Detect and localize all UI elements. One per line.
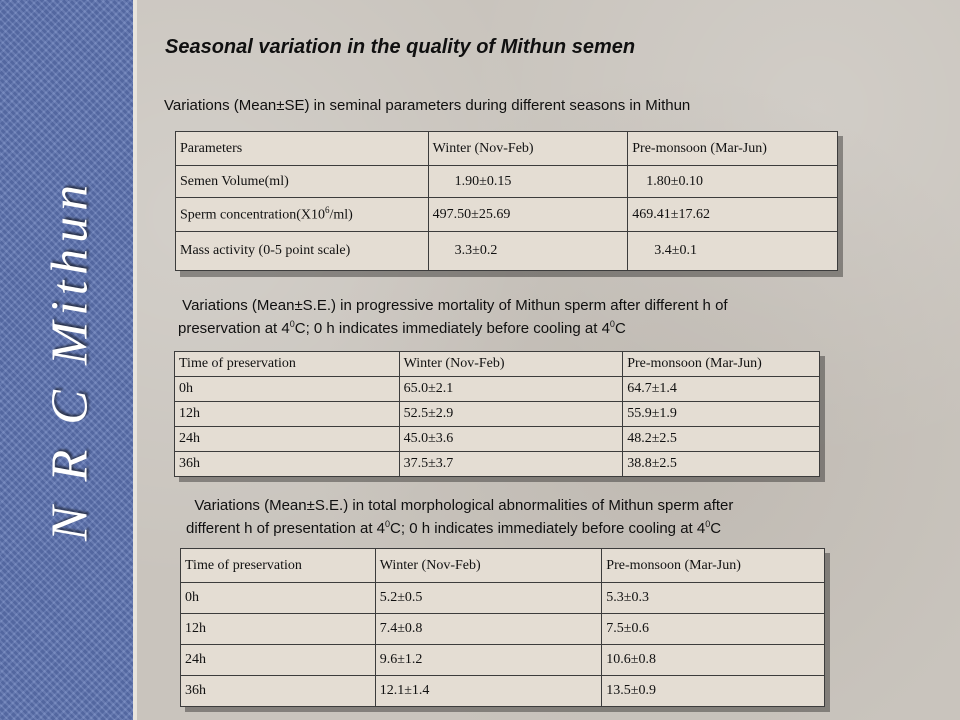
table-cell: 1.80±0.10 xyxy=(628,166,838,198)
table-cell: 55.9±1.9 xyxy=(623,402,820,427)
caption-text: different h of presentation at 4 xyxy=(186,520,386,537)
table-cell: 5.2±0.5 xyxy=(375,583,602,614)
table-header: Time of preservation xyxy=(181,549,376,583)
table-header: Winter (Nov-Feb) xyxy=(375,549,602,583)
table-cell: 48.2±2.5 xyxy=(623,427,820,452)
superscript: 0 xyxy=(289,319,295,329)
table-cell: 0h xyxy=(175,377,400,402)
table-cell: 5.3±0.3 xyxy=(602,583,825,614)
table3-caption xyxy=(186,496,733,538)
table-header: Parameters xyxy=(176,132,429,166)
caption-text: C xyxy=(710,520,722,537)
table-row xyxy=(181,614,825,645)
morphological-abnormalities-table xyxy=(180,548,825,707)
table-cell: 13.5±0.9 xyxy=(602,676,825,707)
cell-text: Sperm concentration(X10 xyxy=(180,207,326,223)
table-cell: 3.3±0.2 xyxy=(428,232,628,271)
superscript: 0 xyxy=(609,319,615,329)
cell-text: /ml) xyxy=(329,207,353,223)
caption-text: Variations (Mean±S.E.) in progressive mortality of Mithun sperm after different h of xyxy=(182,297,728,314)
table-row xyxy=(176,198,838,232)
table-header-row xyxy=(176,132,838,166)
table-header: Winter (Nov-Feb) xyxy=(399,352,623,377)
table-header: Pre-monsoon (Mar-Jun) xyxy=(623,352,820,377)
superscript: 0 xyxy=(385,519,391,529)
caption-text: C; 0 h indicates immediately before cooling at 4 xyxy=(390,520,706,537)
table-header: Time of preservation xyxy=(175,352,400,377)
table-row xyxy=(176,166,838,198)
table-cell: 497.50±25.69 xyxy=(428,198,628,232)
table-header: Pre-monsoon (Mar-Jun) xyxy=(628,132,838,166)
table-cell: 36h xyxy=(175,452,400,477)
table-row xyxy=(181,676,825,707)
table-cell: 3.4±0.1 xyxy=(628,232,838,271)
table-cell: 36h xyxy=(181,676,376,707)
table-cell: 65.0±2.1 xyxy=(399,377,623,402)
table-cell: 38.8±2.5 xyxy=(623,452,820,477)
table-cell xyxy=(176,198,429,232)
table-cell: 7.4±0.8 xyxy=(375,614,602,645)
table-header: Winter (Nov-Feb) xyxy=(428,132,628,166)
table-row xyxy=(175,452,820,477)
table-cell: 12h xyxy=(175,402,400,427)
table-cell: 7.5±0.6 xyxy=(602,614,825,645)
table-header-row xyxy=(175,352,820,377)
table-header: Pre-monsoon (Mar-Jun) xyxy=(602,549,825,583)
table-row xyxy=(176,232,838,271)
table-cell: 52.5±2.9 xyxy=(399,402,623,427)
table2-caption xyxy=(178,296,728,338)
table-cell: 24h xyxy=(181,645,376,676)
superscript: 0 xyxy=(705,519,711,529)
caption-text: Variations (Mean±S.E.) in total morphological abnormalities of Mithun sperm after xyxy=(194,497,734,514)
table-row xyxy=(175,427,820,452)
page-title: Seasonal variation in the quality of Mithun semen xyxy=(165,36,636,58)
table-cell: 469.41±17.62 xyxy=(628,198,838,232)
table-cell: 24h xyxy=(175,427,400,452)
table-cell: 45.0±3.6 xyxy=(399,427,623,452)
table-cell: 64.7±1.4 xyxy=(623,377,820,402)
table-header-row xyxy=(181,549,825,583)
table-cell: 10.6±0.8 xyxy=(602,645,825,676)
table-cell: Mass activity (0-5 point scale) xyxy=(176,232,429,271)
caption-text: preservation at 4 xyxy=(178,320,290,337)
table-cell: 9.6±1.2 xyxy=(375,645,602,676)
caption-text: C xyxy=(614,320,626,337)
table-cell: 12h xyxy=(181,614,376,645)
table-cell: 0h xyxy=(181,583,376,614)
table-row xyxy=(181,583,825,614)
superscript: 6 xyxy=(325,205,330,216)
table-row xyxy=(175,402,820,427)
table-cell: 1.90±0.15 xyxy=(428,166,628,198)
table-cell: 12.1±1.4 xyxy=(375,676,602,707)
sidebar-divider xyxy=(133,0,137,720)
table-row xyxy=(175,377,820,402)
caption-text: C; 0 h indicates immediately before cooling at 4 xyxy=(294,320,610,337)
table-cell: Semen Volume(ml) xyxy=(176,166,429,198)
table-cell: 37.5±3.7 xyxy=(399,452,623,477)
seminal-parameters-table xyxy=(175,131,838,271)
sidebar-title: N R C Mithun xyxy=(41,178,99,542)
table-row xyxy=(181,645,825,676)
progressive-mortality-table xyxy=(174,351,820,477)
table1-caption: Variations (Mean±SE) in seminal parameters during different seasons in Mithun xyxy=(164,97,691,114)
